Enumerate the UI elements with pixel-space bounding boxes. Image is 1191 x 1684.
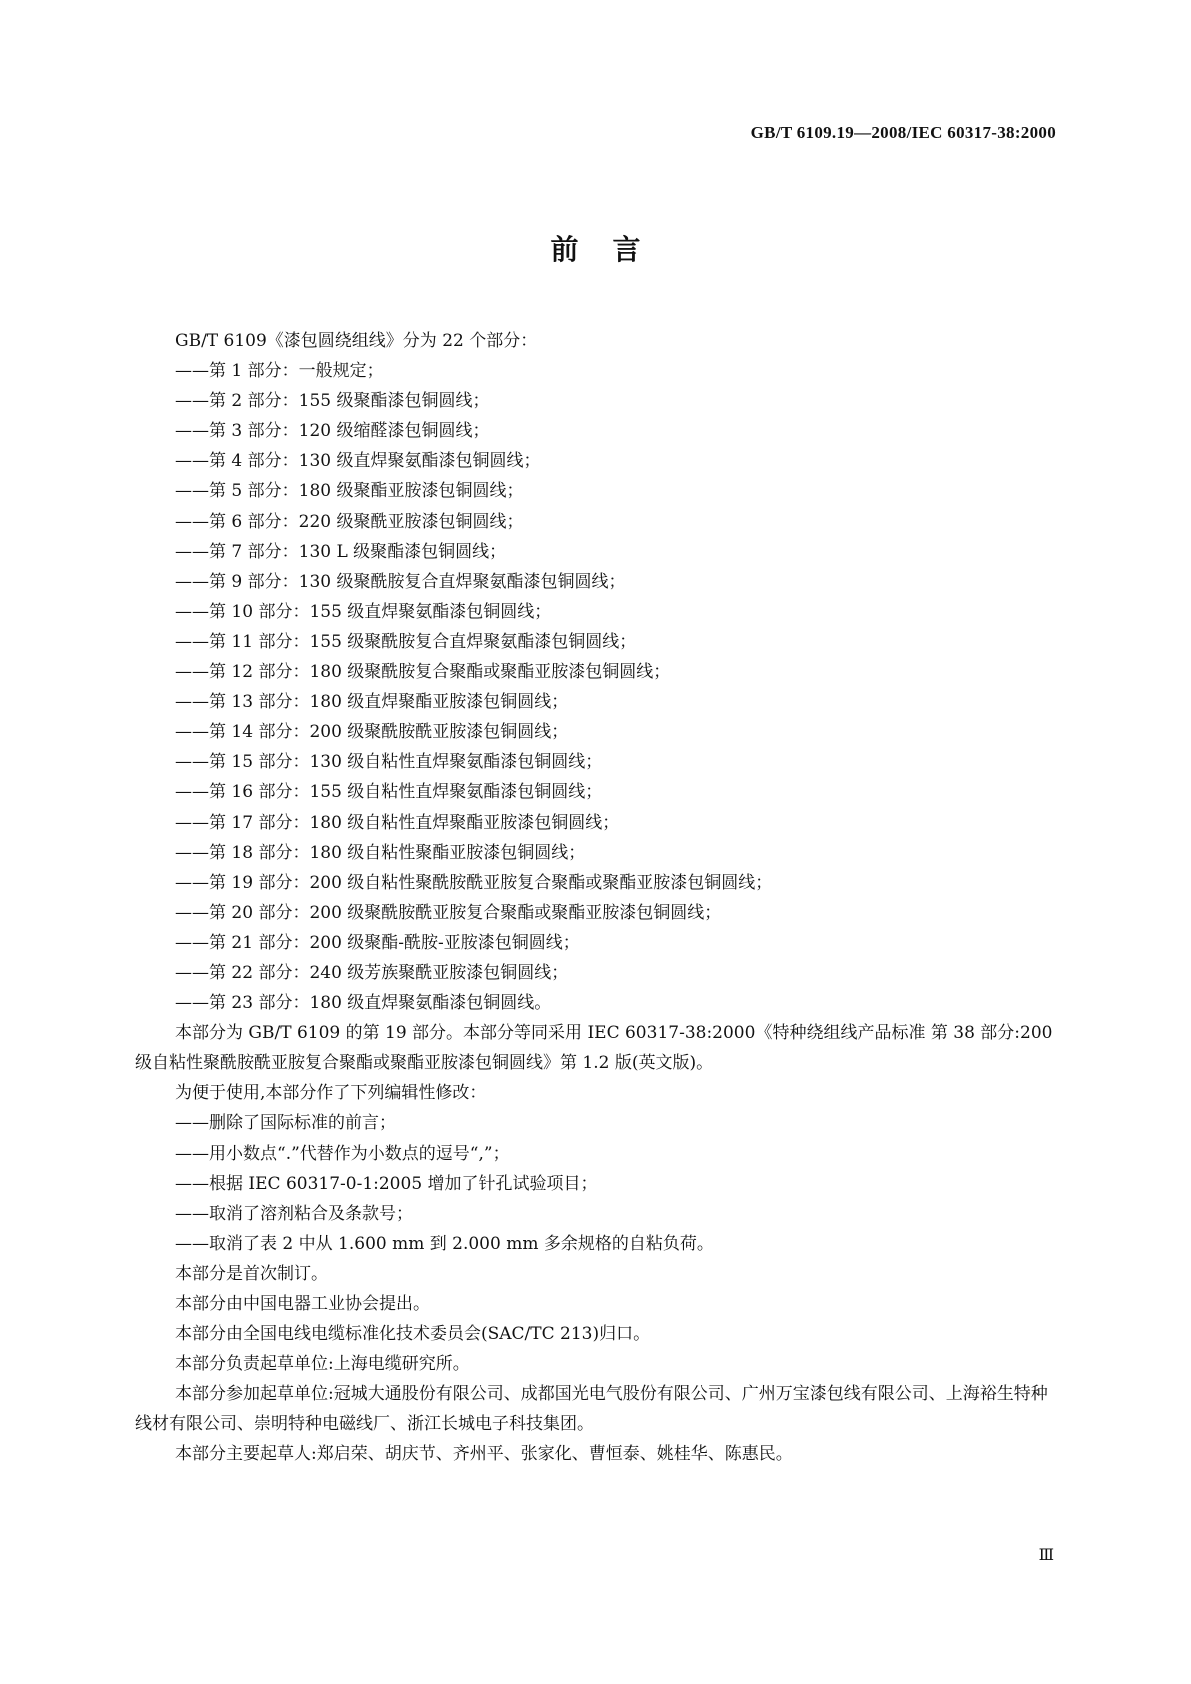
standard-number: GB/T 6109.19—2008/IEC 60317-38:2000 <box>750 123 1056 142</box>
drafters-line: 本部分主要起草人:郑启荣、胡庆节、齐州平、张家化、曹恒泰、姚桂华、陈惠民。 <box>175 1444 793 1465</box>
list-item: ——第 22 部分：240 级芳族聚酰亚胺漆包铜圆线； <box>175 962 569 983</box>
page-title: 前言 <box>550 233 675 266</box>
list-item: ——取消了溶剂粘合及条款号； <box>175 1203 413 1224</box>
list-item: ——根据 IEC 60317-0-1:2005 增加了针孔试验项目； <box>175 1173 598 1194</box>
list-item: ——第 19 部分：200 级自粘性聚酰胺酰亚胺复合聚酯或聚酯亚胺漆包铜圆线； <box>175 872 773 893</box>
adoption-paragraph: 本部分为 GB/T 6109 的第 19 部分。本部分等同采用 IEC 60317-38:2000《特种绕组线产品标准 第 38 部分:200 级自粘性聚酰胺酰亚胺复合聚酯或聚酯亚胺漆包铜圆线》第 1.2 版(英文版)。 <box>135 1023 1053 1074</box>
list-item: ——第 20 部分：200 级聚酰胺酰亚胺复合聚酯或聚酯亚胺漆包铜圆线； <box>175 902 722 923</box>
list-item: ——第 1 部分：一般规定； <box>175 361 384 382</box>
participants-paragraph: 本部分参加起草单位:冠城大通股份有限公司、成都国光电气股份有限公司、广州万宝漆包线有限公司、上海裕生特种线材有限公司、崇明特种电磁线厂、浙江长城电子科技集团。 <box>135 1384 1048 1435</box>
statement-first-edition: 本部分是首次制订。 <box>175 1263 328 1284</box>
list-item: ——第 9 部分：130 级聚酰胺复合直焊聚氨酯漆包铜圆线； <box>175 571 626 592</box>
list-item: ——第 18 部分：180 级自粘性聚酯亚胺漆包铜圆线； <box>175 842 586 863</box>
list-item: ——第 11 部分：155 级聚酰胺复合直焊聚氨酯漆包铜圆线； <box>175 631 637 652</box>
list-item: ——第 5 部分：180 级聚酯亚胺漆包铜圆线； <box>175 481 524 502</box>
list-item: ——第 15 部分：130 级自粘性直焊聚氨酯漆包铜圆线； <box>175 752 603 773</box>
list-item: ——第 21 部分：200 级聚酯-酰胺-亚胺漆包铜圆线； <box>175 932 580 953</box>
list-item: ——第 4 部分：130 级直焊聚氨酯漆包铜圆线； <box>175 451 541 472</box>
parts-list <box>135 356 1053 1018</box>
list-item: ——第 2 部分：155 级聚酯漆包铜圆线； <box>175 391 490 412</box>
list-item: ——第 14 部分：200 级聚酰胺酰亚胺漆包铜圆线； <box>175 722 569 743</box>
statement-committee: 本部分由全国电线电缆标准化技术委员会(SAC/TC 213)归口。 <box>175 1324 651 1345</box>
list-item: ——第 23 部分：180 级直焊聚氨酯漆包铜圆线。 <box>175 993 552 1014</box>
list-item: ——第 7 部分：130 L 级聚酯漆包铜圆线； <box>175 541 507 562</box>
edits-intro: 为便于使用,本部分作了下列编辑性修改： <box>175 1083 487 1104</box>
page-number: Ⅲ <box>1038 1547 1053 1564</box>
list-item: ——用小数点“.”代替作为小数点的逗号“,”； <box>175 1143 510 1164</box>
statement-lead-drafter: 本部分负责起草单位:上海电缆研究所。 <box>175 1354 470 1375</box>
list-item: ——第 6 部分：220 级聚酰亚胺漆包铜圆线； <box>175 511 524 532</box>
list-item: ——第 3 部分：120 级缩醛漆包铜圆线； <box>175 421 490 442</box>
list-item: ——删除了国际标准的前言； <box>175 1113 396 1134</box>
list-item: ——取消了表 2 中从 1.600 mm 到 2.000 mm 多余规格的自粘负荷。 <box>175 1233 714 1254</box>
foreword-body <box>135 326 1053 1470</box>
list-item: ——第 12 部分：180 级聚酰胺复合聚酯或聚酯亚胺漆包铜圆线； <box>175 662 671 683</box>
statement-proposer: 本部分由中国电器工业协会提出。 <box>175 1294 430 1314</box>
edits-list <box>135 1108 1053 1258</box>
list-item: ——第 17 部分：180 级自粘性直焊聚酯亚胺漆包铜圆线； <box>175 812 620 833</box>
intro-line: GB/T 6109《漆包圆绕组线》分为 22 个部分： <box>175 331 538 351</box>
list-item: ——第 10 部分：155 级直焊聚氨酯漆包铜圆线； <box>175 601 552 622</box>
list-item: ——第 13 部分：180 级直焊聚酯亚胺漆包铜圆线； <box>175 692 569 713</box>
list-item: ——第 16 部分：155 级自粘性直焊聚氨酯漆包铜圆线； <box>175 782 603 803</box>
